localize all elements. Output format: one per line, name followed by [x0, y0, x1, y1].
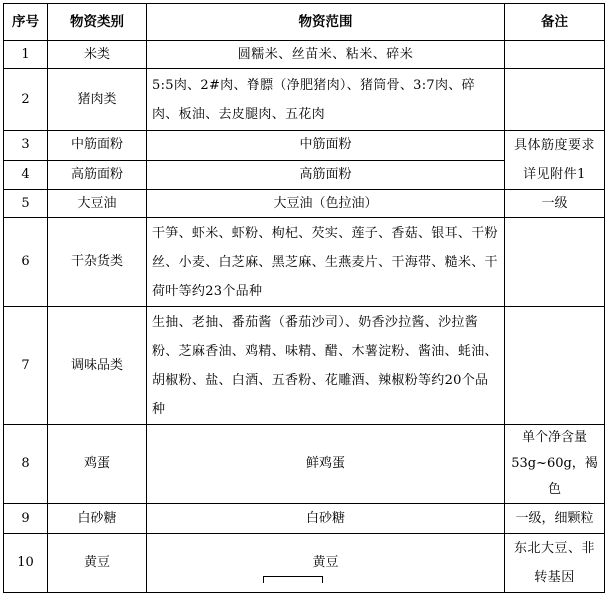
table-row: [4, 218, 605, 307]
cell-note: 单个净含量53g~60g，褐色: [505, 425, 605, 504]
cell-seq: 4: [4, 160, 48, 190]
cell-note-merged: 具体筋度要求详见附件1: [505, 131, 605, 190]
header-row: [4, 4, 605, 41]
cell-category: 白砂糖: [48, 504, 147, 534]
cell-category: 米类: [48, 41, 147, 69]
table-row: [4, 190, 605, 218]
cell-scope: 干笋、虾米、虾粉、枸杞、芡实、莲子、香菇、银耳、干粉丝、小麦、白芝麻、黑芝麻、生燕麦片、干海带、糙米、干荷叶等约23个品种: [147, 218, 505, 307]
cell-scope: 5:5肉、2#肉、脊膘（净肥猪肉）、猪筒骨、3:7肉、碎肉、板油、去皮腿肉、五花肉: [147, 69, 505, 131]
cell-seq: 5: [4, 190, 48, 218]
cell-seq: 1: [4, 41, 48, 69]
cell-category: 大豆油: [48, 190, 147, 218]
header-scope: 物资范围: [147, 4, 505, 41]
table-row: [4, 131, 605, 161]
cell-scope: 生抽、老抽、番茄酱（番茄沙司）、奶香沙拉酱、沙拉酱粉、芝麻香油、鸡精、味精、醋、木薯淀粉、酱油、蚝油、胡椒粉、盐、白酒、五香粉、花雕酒、辣椒粉等约20个品种: [147, 307, 505, 425]
table-row: [4, 534, 605, 593]
cell-note: [505, 69, 605, 131]
cell-note: 一级，细颗粒: [505, 504, 605, 534]
cell-seq: 6: [4, 218, 48, 307]
cell-category: 高筋面粉: [48, 160, 147, 190]
cell-seq: 9: [4, 504, 48, 534]
cell-seq: 8: [4, 425, 48, 504]
cell-scope: 高筋面粉: [147, 160, 505, 190]
table-row: [4, 307, 605, 425]
cell-seq: 7: [4, 307, 48, 425]
table-row: [4, 425, 605, 504]
table-row: [4, 504, 605, 534]
cell-category: 干杂货类: [48, 218, 147, 307]
header-note: 备注: [505, 4, 605, 41]
cell-scope: 鲜鸡蛋: [147, 425, 505, 504]
cell-category: 鸡蛋: [48, 425, 147, 504]
cell-note: [505, 307, 605, 425]
header-seq: 序号: [4, 4, 48, 41]
cell-scope: 中筋面粉: [147, 131, 505, 161]
cell-scope: 大豆油（色拉油）: [147, 190, 505, 218]
cell-scope: 白砂糖: [147, 504, 505, 534]
cell-note: 一级: [505, 190, 605, 218]
cell-scope: 黄豆: [147, 534, 505, 593]
cell-note: [505, 218, 605, 307]
header-category: 物资类别: [48, 4, 147, 41]
cell-seq: 10: [4, 534, 48, 593]
cell-seq: 2: [4, 69, 48, 131]
cell-category: 调味品类: [48, 307, 147, 425]
cell-seq: 3: [4, 131, 48, 161]
materials-table: [3, 3, 605, 593]
cell-note: 东北大豆、非转基因: [505, 534, 605, 593]
cell-category: 猪肉类: [48, 69, 147, 131]
cell-category: 黄豆: [48, 534, 147, 593]
table-row: [4, 69, 605, 131]
cell-category: 中筋面粉: [48, 131, 147, 161]
cell-scope: 圆糯米、丝苗米、粘米、碎米: [147, 41, 505, 69]
table-row: [4, 41, 605, 69]
cell-note: [505, 41, 605, 69]
